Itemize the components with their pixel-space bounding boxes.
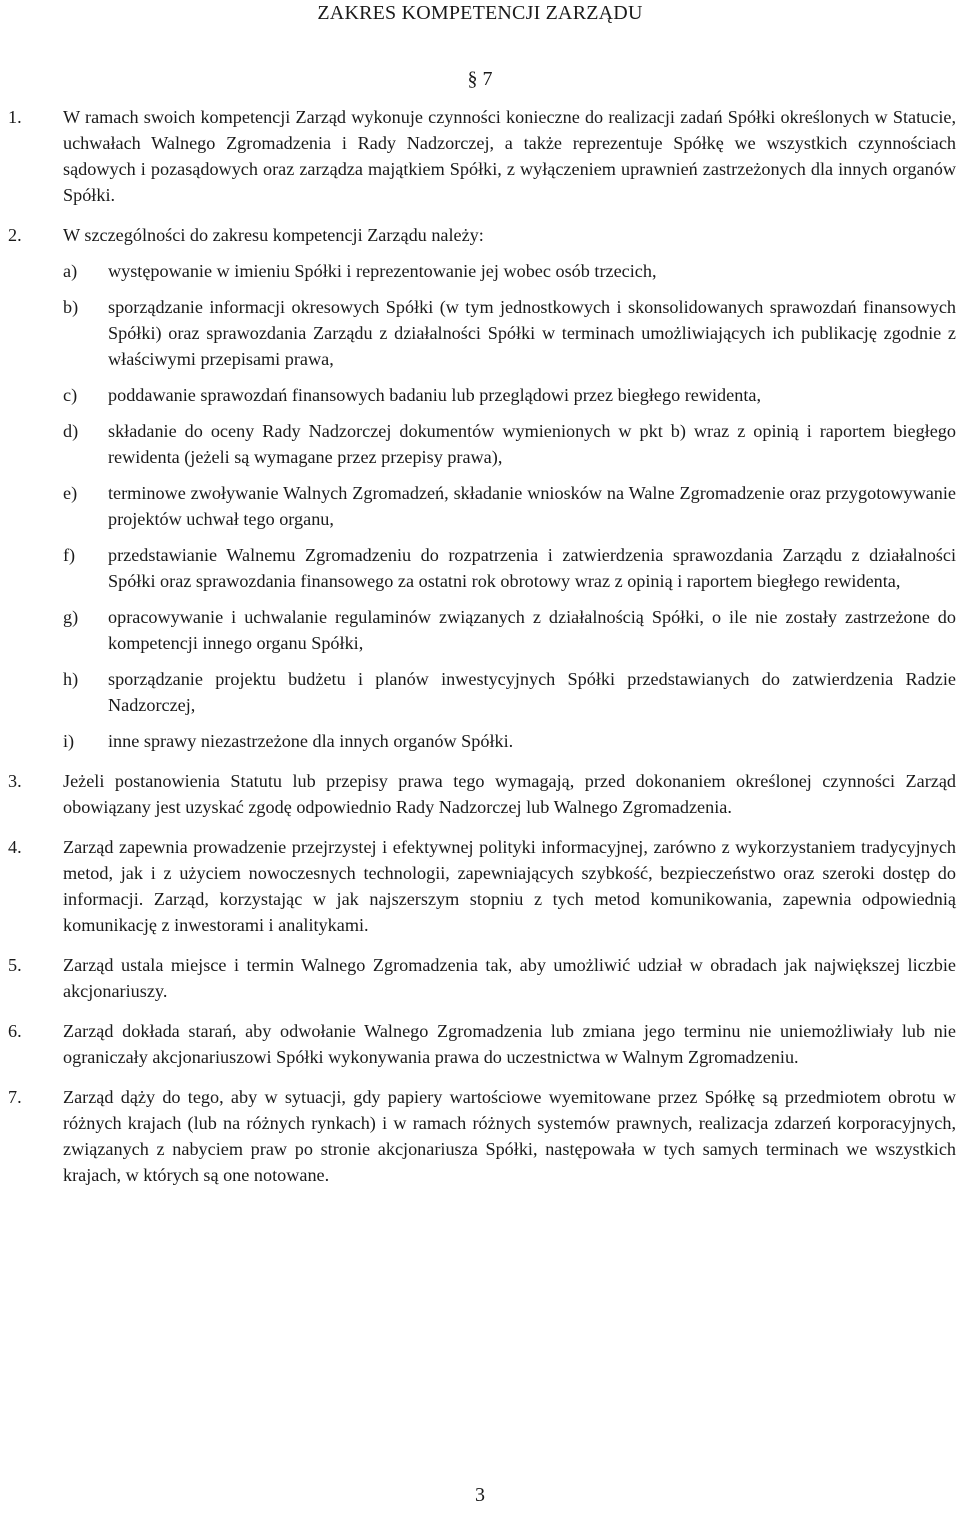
paragraph-number: 6. <box>8 1021 22 1041</box>
list-letter: c) <box>63 385 78 405</box>
list-item <box>63 258 956 284</box>
list-item-text: sporządzanie informacji okresowych Spółki (w tym jednostkowych i skonsolidowanych sprawozdań finansowych Spółki) oraz sprawozdania Zarządu z działalności Spółki w terminach umożliwiających ich publikację zgodnie z właściwymi przepisami prawa, <box>108 297 956 369</box>
list-item-text: poddawanie sprawozdań finansowych badaniu lub przeglądowi przez biegłego rewidenta, <box>108 385 761 405</box>
paragraph-text: Zarząd ustala miejsce i termin Walnego Zgromadzenia tak, aby umożliwić udział w obradach jak największej liczbie akcjonariuszy. <box>63 955 956 1001</box>
list-letter: f) <box>63 545 76 565</box>
paragraph-text: W ramach swoich kompetencji Zarząd wykonuje czynności konieczne do realizacji zadań Spółki określonych w Statucie, uchwałach Walnego Zgromadzenia i Rady Nadzorczej, a także reprezentuje Spółkę we wszystkich czynnościach sądowych i pozasądowych oraz zarządza majątkiem Spółki, z wyłączeniem uprawnień zastrzeżonych dla innych organów Spółki. <box>63 107 956 205</box>
list-item-text: inne sprawy niezastrzeżone dla innych organów Spółki. <box>108 731 514 751</box>
list-item-text: opracowywanie i uchwalanie regulaminów związanych z działalnością Spółki, o ile nie zostały zastrzeżone do kompetencji innego organu Spółki, <box>108 607 956 653</box>
paragraph-number: 1. <box>8 107 22 127</box>
paragraph-4 <box>8 834 956 938</box>
list-item-text: terminowe zwoływanie Walnych Zgromadzeń, składanie wniosków na Walne Zgromadzenie oraz przygotowywanie projektów uchwał tego organu, <box>108 483 956 529</box>
paragraph-7 <box>8 1084 956 1188</box>
paragraph-5 <box>8 952 956 1004</box>
paragraph-2 <box>8 222 956 754</box>
list-letter: e) <box>63 483 78 503</box>
paragraph-number: 3. <box>8 771 22 791</box>
list-letter: a) <box>63 261 78 281</box>
list-item <box>63 604 956 656</box>
paragraph-3 <box>8 768 956 820</box>
list-letter: d) <box>63 421 79 441</box>
list-letter: b) <box>63 297 79 317</box>
section-heading: § 7 <box>467 68 493 90</box>
document-body <box>8 104 956 1202</box>
list-item <box>63 480 956 532</box>
list-item-text: występowanie w imieniu Spółki i reprezentowanie jej wobec osób trzecich, <box>108 261 657 281</box>
page-number: 3 <box>475 1484 485 1506</box>
paragraph-number: 7. <box>8 1087 22 1107</box>
list-item <box>63 294 956 372</box>
list-item-text: składanie do oceny Rady Nadzorczej dokumentów wymienionych w pkt b) wraz z opinią i raportem biegłego rewidenta (jeżeli są wymagane przez przepisy prawa), <box>108 421 956 467</box>
paragraph-6 <box>8 1018 956 1070</box>
paragraph-text: Zarząd dokłada starań, aby odwołanie Walnego Zgromadzenia lub zmiana jego terminu nie uniemożliwiały lub nie ograniczały akcjonariuszowi Spółki wykonywania prawa do uczestnictwa w Walnym Zgromadzeniu. <box>63 1021 956 1067</box>
list-letter: g) <box>63 607 79 627</box>
paragraph-text: Zarząd zapewnia prowadzenie przejrzystej i efektywnej polityki informacyjnej, zarówno z wykorzystaniem tradycyjnych metod, jak i z użyciem nowoczesnych technologii, zapewniających szybkość, bezpieczeństwo oraz szeroki dostęp do informacji. Zarząd, korzystając w jak najszerszym stopniu z tych metod komunikowania, zapewnia odpowiednią komunikację z inwestorami i analitykami. <box>63 837 956 935</box>
list-item-text: sporządzanie projektu budżetu i planów inwestycyjnych Spółki przedstawianych do zatwierdzenia Radzie Nadzorczej, <box>108 669 956 715</box>
paragraph-text: W szczególności do zakresu kompetencji Zarządu należy: <box>63 225 484 245</box>
paragraph-text: Zarząd dąży do tego, aby w sytuacji, gdy papiery wartościowe wyemitowane przez Spółkę są przedmiotem obrotu w różnych krajach (lub na różnych rynkach) i w ramach różnych systemów prawnych, realizacja zdarzeń korporacyjnych, związanych z nabyciem praw po stronie akcjonariusza Spółki, następowała w tych samych terminach we wszystkich krajach, w których są one notowane. <box>63 1087 956 1185</box>
list-item <box>63 728 956 754</box>
list-item <box>63 666 956 718</box>
list-item <box>63 382 956 408</box>
document-title: ZAKRES KOMPETENCJI ZARZĄDU <box>317 2 643 24</box>
list-item-text: przedstawianie Walnemu Zgromadzeniu do rozpatrzenia i zatwierdzenia sprawozdania Zarządu z działalności Spółki oraz sprawozdania finansowego za ostatni rok obrotowy wraz z opinią i raportem biegłego rewidenta, <box>108 545 956 591</box>
paragraph-number: 2. <box>8 225 22 245</box>
list-item <box>63 418 956 470</box>
paragraph-text: Jeżeli postanowienia Statutu lub przepisy prawa tego wymagają, przed dokonaniem określonej czynności Zarząd obowiązany jest uzyskać zgodę odpowiednio Rady Nadzorczej lub Walnego Zgromadzenia. <box>63 771 956 817</box>
list-letter: i) <box>63 731 75 751</box>
list-item <box>63 542 956 594</box>
paragraph-number: 4. <box>8 837 22 857</box>
list-letter: h) <box>63 669 79 689</box>
paragraph-number: 5. <box>8 955 22 975</box>
paragraph-1 <box>8 104 956 208</box>
